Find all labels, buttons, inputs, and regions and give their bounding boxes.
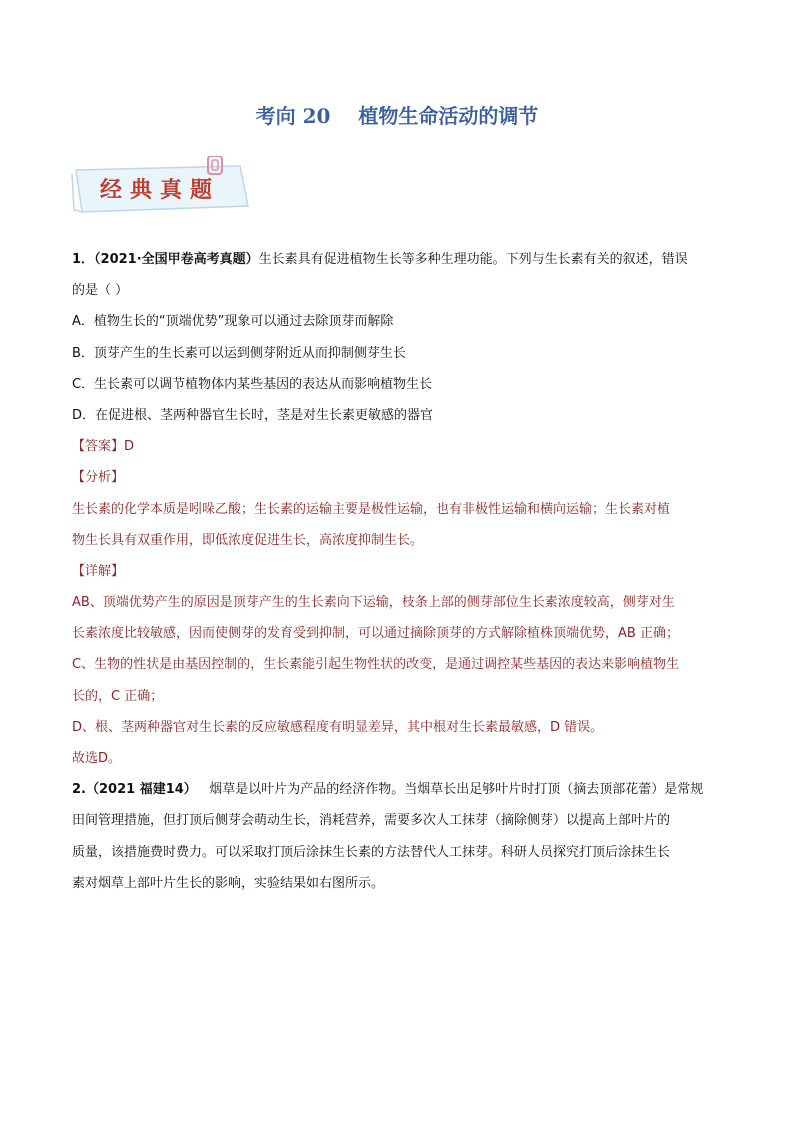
detail-line-1: AB、顶端优势产生的原因是顶芽产生的生长素向下运输，枝条上部的侧芽部位生长素浓度较高，侧芽对生 <box>72 595 675 611</box>
question-content <box>72 244 722 899</box>
answer-value: D <box>124 439 135 455</box>
detail-label: 【详解】 <box>72 563 125 579</box>
q2-number: 2. <box>72 782 86 798</box>
q2-first-text: 烟草是以叶片为产品的经济作物。当烟草长出足够叶片时打顶（摘去顶部花蕾）是常规 <box>196 782 704 798</box>
q1-number: 1． <box>72 252 95 267</box>
q1-option-b: B．顶芽产生的生长素可以运到侧芽附近从而抑制侧芽生长 <box>72 345 406 361</box>
q1-option-a: A．植物生长的“顶端优势”现象可以通过去除顶芽而解除 <box>72 314 394 330</box>
q1-option-d: D．在促进根、茎两种器官生长时，茎是对生长素更敏感的器官 <box>72 407 434 423</box>
section-badge <box>62 156 256 218</box>
q1-source: （2021·全国甲卷高考真题） <box>94 252 259 267</box>
detail-line-2: 长素浓度比较敏感，因而使侧芽的发育受到抑制，可以通过摘除顶芽的方式解除植株顶端优势，AB 正确； <box>72 626 679 642</box>
detail-line-4: 长的，C 正确； <box>72 688 164 704</box>
q2-source: （2021 福建14） <box>85 782 197 798</box>
detail-line-3: C、生物的性状是由基因控制的，生长素能引起生物性状的改变，是通过调控某些基因的表达来影响植物生 <box>72 657 680 673</box>
q2-line-4: 素对烟草上部叶片生长的影响，实验结果如右图所示。 <box>72 875 385 891</box>
analysis-line-1: 生长素的化学本质是吲哚乙酸；生长素的运输主要是极性运输，也有非极性运输和横向运输；生长素对植 <box>72 501 671 517</box>
q1-stem-text: 生长素具有促进植物生长等多种生理功能。下列与生长素有关的叙述，错误 <box>258 252 688 267</box>
badge-label: 经典真题 <box>99 176 220 203</box>
analysis-label: 【分析】 <box>72 470 125 486</box>
answer-label: 【答案】 <box>72 439 125 455</box>
q2-line-3: 质量，该措施费时费力。可以采取打顶后涂抹生长素的方法替代人工抹芽。科研人员探究打顶后涂抹生长 <box>72 844 671 860</box>
q1-stem-line-2: 的是（ ） <box>72 283 129 299</box>
detail-line-5: D、根、茎两种器官对生长素的反应敏感程度有明显差异，其中根对生长素最敏感，D 错误。 <box>72 719 604 735</box>
q1-stem-line-1 <box>72 244 722 275</box>
q1-option-c: C．生长素可以调节植物体内某些基因的表达从而影响植物生长 <box>72 376 433 392</box>
analysis-line-2: 物生长具有双重作用，即低浓度促进生长，高浓度抑制生长。 <box>72 532 424 548</box>
q2-line-1 <box>72 774 722 805</box>
conclusion: 故选D。 <box>72 751 122 766</box>
page-title: 考向 20 植物生命活动的调节 <box>255 104 539 128</box>
q1-answer <box>72 431 722 462</box>
q2-line-2: 田间管理措施，但打顶后侧芽会萌动生长，消耗营养，需要多次人工抹芽（摘除侧芽）以提高上部叶片的 <box>72 813 671 829</box>
